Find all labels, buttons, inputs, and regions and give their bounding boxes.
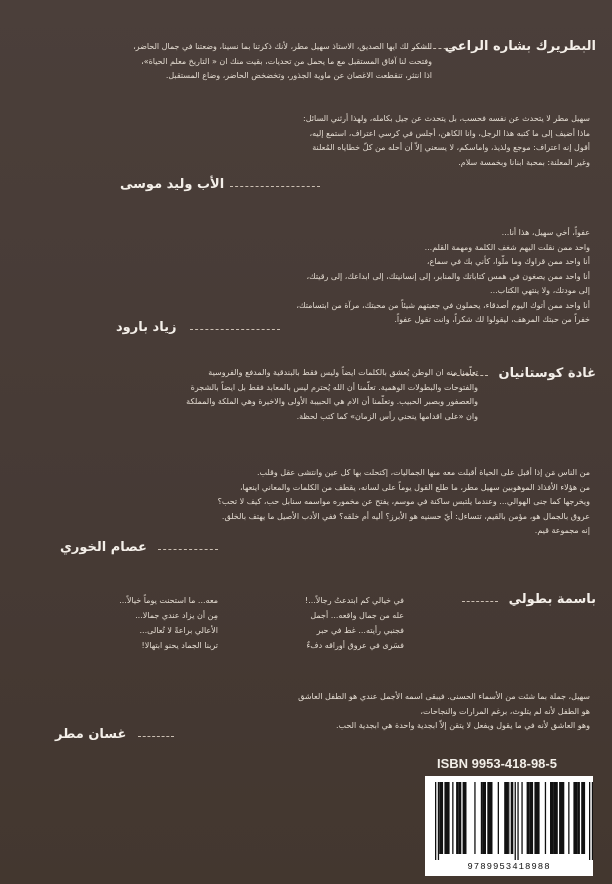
author-rule xyxy=(138,736,174,737)
author-rule xyxy=(158,549,218,550)
author-name: زياد بارود xyxy=(116,320,177,335)
author-rule xyxy=(462,601,498,602)
isbn-label: ISBN 9953-418-98-5 xyxy=(437,756,557,771)
quote-paragraph: من الناس مَن إذا أقبل على الحياة أقبلت معه منها الجماليات، إكتحلت بها كل عين وانتشى عقل وقلب. من هؤلاء الأفذاذ الموهوبين سهيل مطر، ما طلع القول يوماً على لسانه، يقطف من الكلمات والمعاني اينعها، ويخرجها كما جنى الهوالي... وعندما يلتبس ساكنة في موسم، يفتح عن مخموره مواسمه سنابل حب، كيف لا تحب؟ عروق بالجمال هو، مؤمن بالقيم، تتساءل: أيّ حسنيه هو الأبرز؟ أليه أم خلقه؟ ففي الأدب الأصيل ما يهتف بالخلق. إنه مجموعة قيم. xyxy=(217,468,590,535)
author-name: الأب وليد موسى xyxy=(120,177,225,192)
barcode xyxy=(425,776,593,876)
quote-paragraph: سهيل، جملة بما شئت من الأسماء الحسنى. فيبقى اسمه الأجمل عندي هو الطفل العاشق هو الطفل لأنه لم يتلوث، برغم المرارات والنجاحات، وهو العاشق لأنه في ما يقول ويفعل لا يتقن إلاّ ابجدية واحدة هي ابجدية الحب. xyxy=(298,692,590,730)
poem-left-column: معه... ما استحنت يوماً خيالاً... مِن أن يزاد عندي جمالا... الأعالي براعةً لا تُعالى... تربنا الجماد يحنو ابتهالا! xyxy=(119,596,218,650)
author-name: البطريرك بشاره الراعي xyxy=(444,39,596,54)
quote-paragraph: تعلّمنا منه ان الوطن يُعشق بالكلمات ايضاً وليس فقط بالبندقية والمدفع والفروسية والفتوحات والبطولات الوهمية. تعلّمنا أن الله يُحترم ليس بالمعابد فقط بل ايضاً بالشجرة والعصفور وبصبر الحبيب. وتعلّمنا أن الام هي الحبيبة الأولى والاخيرة وهي الملكة والمملكة وان «على اقدامها ينحني رأس الزمان» كما كتب لحظة. xyxy=(186,368,478,421)
quote-paragraph: الشكر لك ايها الصديق، الاستاذ سهيل مطر، لأنك ذكرتنا بما نسينا، وضعتنا في جمال الحاضر، وفتحت لنا آفاق المستقبل مع ما يحمل من تحديات، بقيت منك ان « التاريخ معلم الحياة»، اذا انتثر، تنقطعت الاغصان عن ماوية الجذور، وتخضخض الحاضر، وضاع المستقبل. xyxy=(133,42,432,80)
barcode-bars xyxy=(425,776,593,862)
barcode-number: 9789953418988 xyxy=(467,862,551,872)
quote-paragraph: سهيل مطر لا يتحدث عن نفسه فحسب، بل يتحدث عن جيل بكامله، ولهذا أرثني السائل: ماذا أضيف إلى ما كتبه هذا الرجل، وانا الكاهن، أجلس في كرسي اعتراف، استمع إليه، أقول إنه اعتراف: موجع ولذيذ، واماسكم، لا يسعني إلاّ أن أحله من كلّ خطاياه المُعلنة وغير المعلنة: بمحبة ابنانا وبخمسة سلام. xyxy=(303,114,590,167)
author-name: غسان مطر xyxy=(55,727,127,742)
author-name: غادة كوستانيان xyxy=(498,366,596,381)
author-rule xyxy=(190,329,280,330)
poem-right-column: في خيالي كم ابتدعتُ رجالاً...! عله من جمال واقعه... أجمل فجنبي رأيته... غط في حبر فسَرى في عروق أوراقه دفءٌ xyxy=(304,596,404,650)
quote-paragraph: عفواً، أخي سهيل، هذا أنا... واحد ممن نقلت اليهم شغف الكلمة ومهمة القلم... أنا واحد ممن قراوك وما ملّوا، كأني بك في سماع، أنا واحد ممن يصغون في همس كتاباتك والمنابر، إلى إنسانيتك، إلى ابداعك، إلى رقيتك، إلى مودتك، ولا ينتهي الكتاب... أنا واحد ممن أتوك اليوم أصدقاء، يحملون في جعبتهم شيئاً من محبتك، مرآة من ابتسامتك، خفراً من حبتك المرهف، ليقولوا لك شكراً، وانت تقول عفواً. xyxy=(296,228,590,324)
author-rule xyxy=(230,186,320,187)
author-name: باسمة بطولي xyxy=(508,592,596,607)
author-name: عصام الخوري xyxy=(60,540,147,555)
